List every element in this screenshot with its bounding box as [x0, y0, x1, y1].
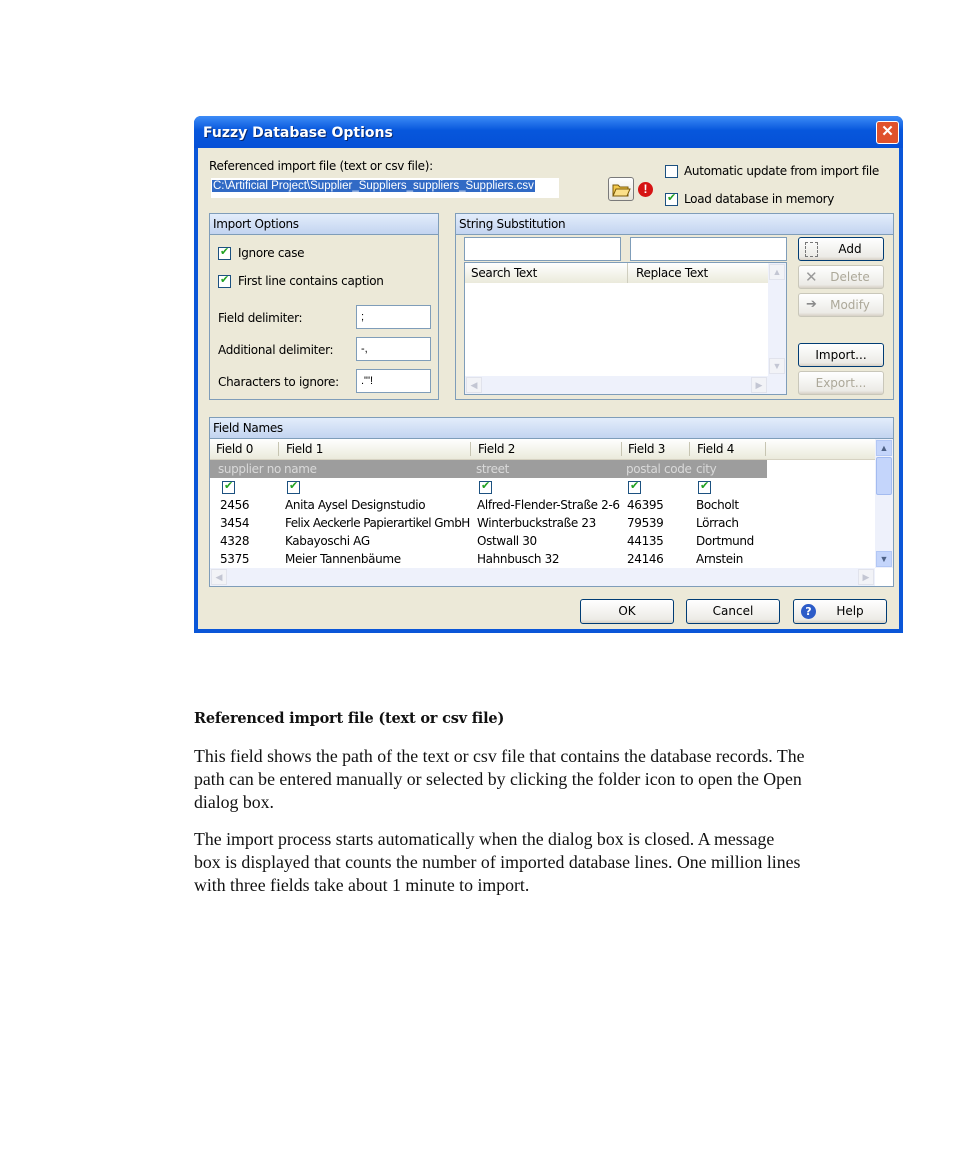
field-names-grid[interactable]	[210, 439, 893, 586]
grid-header-row	[210, 439, 875, 460]
field2-checkbox[interactable]	[479, 481, 492, 494]
cell-field4: Bocholt	[696, 498, 739, 512]
cell-field2: Alfred-Flender-Straße 2-6	[477, 498, 620, 512]
string-substitution-group	[455, 213, 894, 400]
paragraph-1-line: This field shows the path of the text or csv file that contains the database records. The	[194, 746, 805, 766]
cell-field0: 5375	[220, 552, 250, 566]
cell-field3: 79539	[627, 516, 664, 530]
table-row[interactable]	[210, 551, 875, 569]
first-line-caption-label: First line contains caption	[238, 274, 384, 288]
section-heading: Referenced import file (text or csv file)	[194, 710, 505, 727]
paragraph-2	[194, 828, 894, 897]
ref-file-path: C:\Artificial Project\Supplier_Suppliers_suppliers_Suppliers.csv	[213, 180, 534, 192]
header-divider	[621, 442, 622, 456]
dialog-title: Fuzzy Database Options	[203, 125, 393, 141]
dialog-client-area	[198, 148, 899, 629]
load-memory-checkbox[interactable]	[665, 193, 678, 206]
scroll-left-icon[interactable]: ◀	[466, 377, 482, 393]
additional-delimiter-label: Additional delimiter:	[218, 343, 334, 357]
help-label: Help	[836, 604, 864, 618]
scroll-left-icon[interactable]: ◀	[211, 569, 227, 585]
cell-field4: Lörrach	[696, 516, 739, 530]
caption-field4: city	[696, 462, 717, 476]
ref-file-input[interactable]	[211, 178, 559, 198]
grid-header-field4[interactable]: Field 4	[697, 442, 735, 456]
header-divider	[689, 442, 690, 456]
scroll-right-icon[interactable]: ▶	[858, 569, 874, 585]
cell-field3: 44135	[627, 534, 664, 548]
grid-header-field2[interactable]: Field 2	[478, 442, 516, 456]
auto-update-checkbox[interactable]	[665, 165, 678, 178]
paragraph-1-line: dialog box.	[194, 792, 275, 812]
scroll-right-icon[interactable]: ▶	[751, 377, 767, 393]
delete-icon: ✕	[805, 268, 818, 286]
close-icon[interactable]: ✕	[876, 121, 899, 144]
paragraph-2-line: with three fields take about 1 minute to import.	[194, 875, 530, 895]
substitution-list[interactable]	[464, 262, 787, 395]
paragraph-2-line: The import process starts automatically when the dialog box is closed. A message	[194, 829, 775, 849]
additional-delimiter-input[interactable]: -,	[356, 337, 431, 361]
scroll-thumb[interactable]	[876, 457, 892, 495]
add-icon	[805, 242, 818, 257]
field3-checkbox[interactable]	[628, 481, 641, 494]
ignore-case-checkbox[interactable]	[218, 247, 231, 260]
modify-label: Modify	[830, 298, 870, 312]
first-line-caption-checkbox[interactable]	[218, 275, 231, 288]
cell-field2: Ostwall 30	[477, 534, 537, 548]
grid-header-field3[interactable]: Field 3	[628, 442, 666, 456]
paragraph-1-line: path can be entered manually or selected by clicking the folder icon to open the Open	[194, 769, 802, 789]
chars-ignore-input[interactable]: ."'!	[356, 369, 431, 393]
substitution-horizontal-scrollbar[interactable]	[465, 376, 768, 394]
replace-text-column-header[interactable]: Replace Text	[628, 263, 768, 283]
auto-update-label: Automatic update from import file	[684, 164, 880, 178]
cell-field1: Felix Aeckerle Papierartikel GmbH	[285, 516, 470, 530]
field-delimiter-label: Field delimiter:	[218, 311, 303, 325]
scroll-down-icon[interactable]: ▼	[769, 358, 785, 374]
table-row[interactable]	[210, 515, 875, 533]
cell-field4: Arnstein	[696, 552, 744, 566]
caption-field1: name	[284, 462, 317, 476]
field4-checkbox[interactable]	[698, 481, 711, 494]
cell-field1: Anita Aysel Designstudio	[285, 498, 426, 512]
load-memory-label: Load database in memory	[684, 192, 835, 206]
cell-field1: Meier Tannenbäume	[285, 552, 401, 566]
scroll-up-icon[interactable]: ▲	[876, 440, 892, 456]
grid-horizontal-scrollbar[interactable]	[210, 568, 875, 586]
paragraph-1	[194, 745, 894, 814]
delete-label: Delete	[830, 270, 870, 284]
chars-ignore-label: Characters to ignore:	[218, 375, 339, 389]
caption-field0: supplier no	[218, 462, 281, 476]
paragraph-2-line: box is displayed that counts the number of imported database lines. One million lines	[194, 852, 801, 872]
error-icon: !	[638, 182, 653, 197]
field-delimiter-input[interactable]: ;	[356, 305, 431, 329]
add-button[interactable]	[798, 237, 884, 261]
scroll-down-icon[interactable]: ▼	[876, 551, 892, 567]
cell-field2: Hahnbusch 32	[477, 552, 560, 566]
field-names-group	[209, 417, 894, 587]
import-options-title: Import Options	[210, 214, 438, 235]
delete-button[interactable]	[798, 265, 884, 289]
string-substitution-title: String Substitution	[456, 214, 893, 235]
search-text-column-header[interactable]: Search Text	[465, 263, 628, 283]
cancel-button[interactable]: Cancel	[686, 599, 780, 624]
header-divider	[470, 442, 471, 456]
folder-icon[interactable]	[608, 177, 634, 201]
help-icon: ?	[801, 604, 816, 619]
cell-field2: Winterbuckstraße 23	[477, 516, 596, 530]
grid-header-field0[interactable]: Field 0	[216, 442, 254, 456]
field0-checkbox[interactable]	[222, 481, 235, 494]
ref-file-label: Referenced import file (text or csv file):	[209, 159, 433, 173]
cell-field3: 46395	[627, 498, 664, 512]
caption-field2: street	[476, 462, 509, 476]
scroll-up-icon[interactable]: ▲	[769, 264, 785, 280]
replace-text-input[interactable]	[630, 237, 787, 261]
cell-field4: Dortmund	[696, 534, 754, 548]
cell-field0: 3454	[220, 516, 250, 530]
modify-icon: ➔	[806, 297, 817, 312]
help-button[interactable]	[793, 599, 887, 624]
caption-field3: postal code	[626, 462, 692, 476]
title-bar[interactable]	[194, 116, 903, 148]
grid-vertical-scrollbar[interactable]	[875, 439, 893, 568]
grid-header-field1[interactable]: Field 1	[286, 442, 324, 456]
cell-field1: Kabayoschi AG	[285, 534, 370, 548]
ok-button[interactable]: OK	[580, 599, 674, 624]
import-options-group	[209, 213, 439, 400]
caption-row[interactable]	[210, 460, 767, 478]
fuzzy-database-options-dialog	[194, 116, 903, 633]
cell-field3: 24146	[627, 552, 664, 566]
field1-checkbox[interactable]	[287, 481, 300, 494]
export-button[interactable]: Export...	[798, 371, 884, 395]
table-row[interactable]	[210, 533, 875, 551]
table-row[interactable]	[210, 497, 875, 515]
field-names-title: Field Names	[210, 418, 893, 439]
ignore-case-label: Ignore case	[238, 246, 305, 260]
header-divider	[278, 442, 279, 456]
header-divider	[765, 442, 766, 456]
substitution-vertical-scrollbar[interactable]	[768, 263, 786, 394]
modify-button[interactable]	[798, 293, 884, 317]
import-button[interactable]: Import...	[798, 343, 884, 367]
cell-field0: 2456	[220, 498, 250, 512]
cell-field0: 4328	[220, 534, 250, 548]
add-label: Add	[838, 242, 862, 256]
search-text-input[interactable]	[464, 237, 621, 261]
